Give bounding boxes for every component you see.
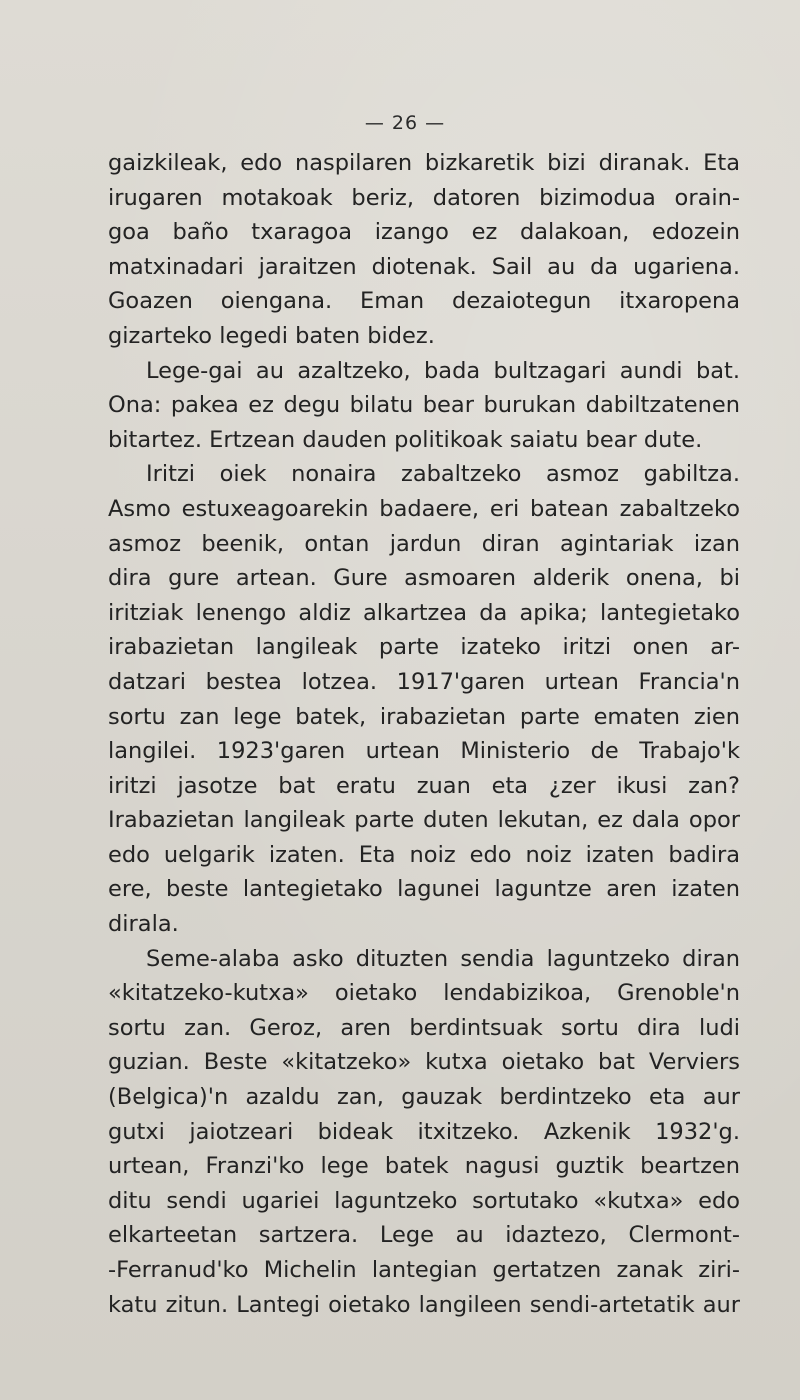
text-line: bitartez. Ertzean dauden politikoak saiatu bear dute. [108,426,703,453]
text-line: edo uelgarik izaten. Eta noiz edo noiz izaten badira [108,841,740,868]
paragraph [108,146,740,354]
text-line: langilei. 1923'garen urtean Ministerio de Trabajo'k [108,738,740,765]
text-line: sortu zan lege batek, irabazietan parte ematen zien [108,703,740,730]
text-line: irugaren motakoak beriz, datoren bizimodua orain- [108,184,740,211]
paragraph [108,457,740,941]
text-line: matxinadari jaraitzen diotenak. Sail au da ugariena. [108,253,740,280]
text-line: Asmo estuxeagoarekin badaere, eri batean zabaltzeko [108,495,740,522]
paragraph [108,354,740,458]
text-line: elkarteetan sartzera. Lege au idaztezo, Clermont- [108,1222,740,1249]
text-line: gizarteko legedi baten bidez. [108,322,435,349]
text-line: irabazietan langileak parte izateko iritzi onen ar- [108,634,740,661]
text-line: dirala. [108,911,179,938]
text-line: iritziak lenengo aldiz alkartzea da apika; lantegietako [108,599,740,626]
text-line: ere, beste lantegietako lagunei laguntze aren izaten [108,876,740,903]
text-line: «kitatzeko-kutxa» oietako lendabizikoa, Grenoble'n [108,980,740,1007]
text-line: -Ferranud'ko Michelin lantegian gertatzen zanak ziri- [108,1257,740,1283]
text-line: (Belgica)'n azaldu zan, gauzak berdintzeko eta aur [108,1084,740,1111]
text-line: ditu sendi ugariei laguntzeko sortutako «kutxa» edo [108,1187,740,1214]
text-line: katu zitun. Lantegi oietako langileen sendi-artetatik aur [108,1291,740,1318]
text-line: goa baño txaragoa izango ez dalakoan, edozein [108,219,740,246]
text-line: sortu zan. Geroz, aren berdintsuak sortu dira ludi [108,1014,740,1041]
text-line: Lege-gai au azaltzeko, bada bultzagari aundi bat. [146,357,740,384]
text-line: gutxi jaiotzeari bideak itxitzeko. Azkenik 1932'g. [108,1118,740,1145]
text-line: asmoz beenik, ontan jardun diran agintariak izan [108,530,740,557]
text-line: iritzi jasotze bat eratu zuan eta ¿zer ikusi zan? [108,772,740,799]
text-line: urtean, Franzi'ko lege batek nagusi guztik beartzen [108,1153,740,1180]
text-line: Iritzi oiek nonaira zabaltzeko asmoz gabiltza. [146,461,740,488]
paragraph [108,942,740,1323]
text-line: guzian. Beste «kitatzeko» kutxa oietako bat Verviers [108,1049,740,1076]
text-line: Irabazietan langileak parte duten lekutan, ez dala opor [108,807,740,834]
text-line: Seme-alaba asko dituzten sendia laguntzeko diran [146,945,740,972]
text-line: gaizkileak, edo naspilaren bizkaretik bizi diranak. Eta [108,150,740,176]
body-text [108,146,740,1322]
text-line: Ona: pakea ez degu bilatu bear burukan dabiltzatenen [108,392,740,419]
text-line: dira gure artean. Gure asmoaren alderik onena, bi [108,565,740,592]
page-number: — 26 — [364,112,446,134]
text-line: datzari bestea lotzea. 1917'garen urtean Francia'n [108,668,740,695]
text-line: Goazen oiengana. Eman dezaiotegun itxaropena [108,288,740,315]
